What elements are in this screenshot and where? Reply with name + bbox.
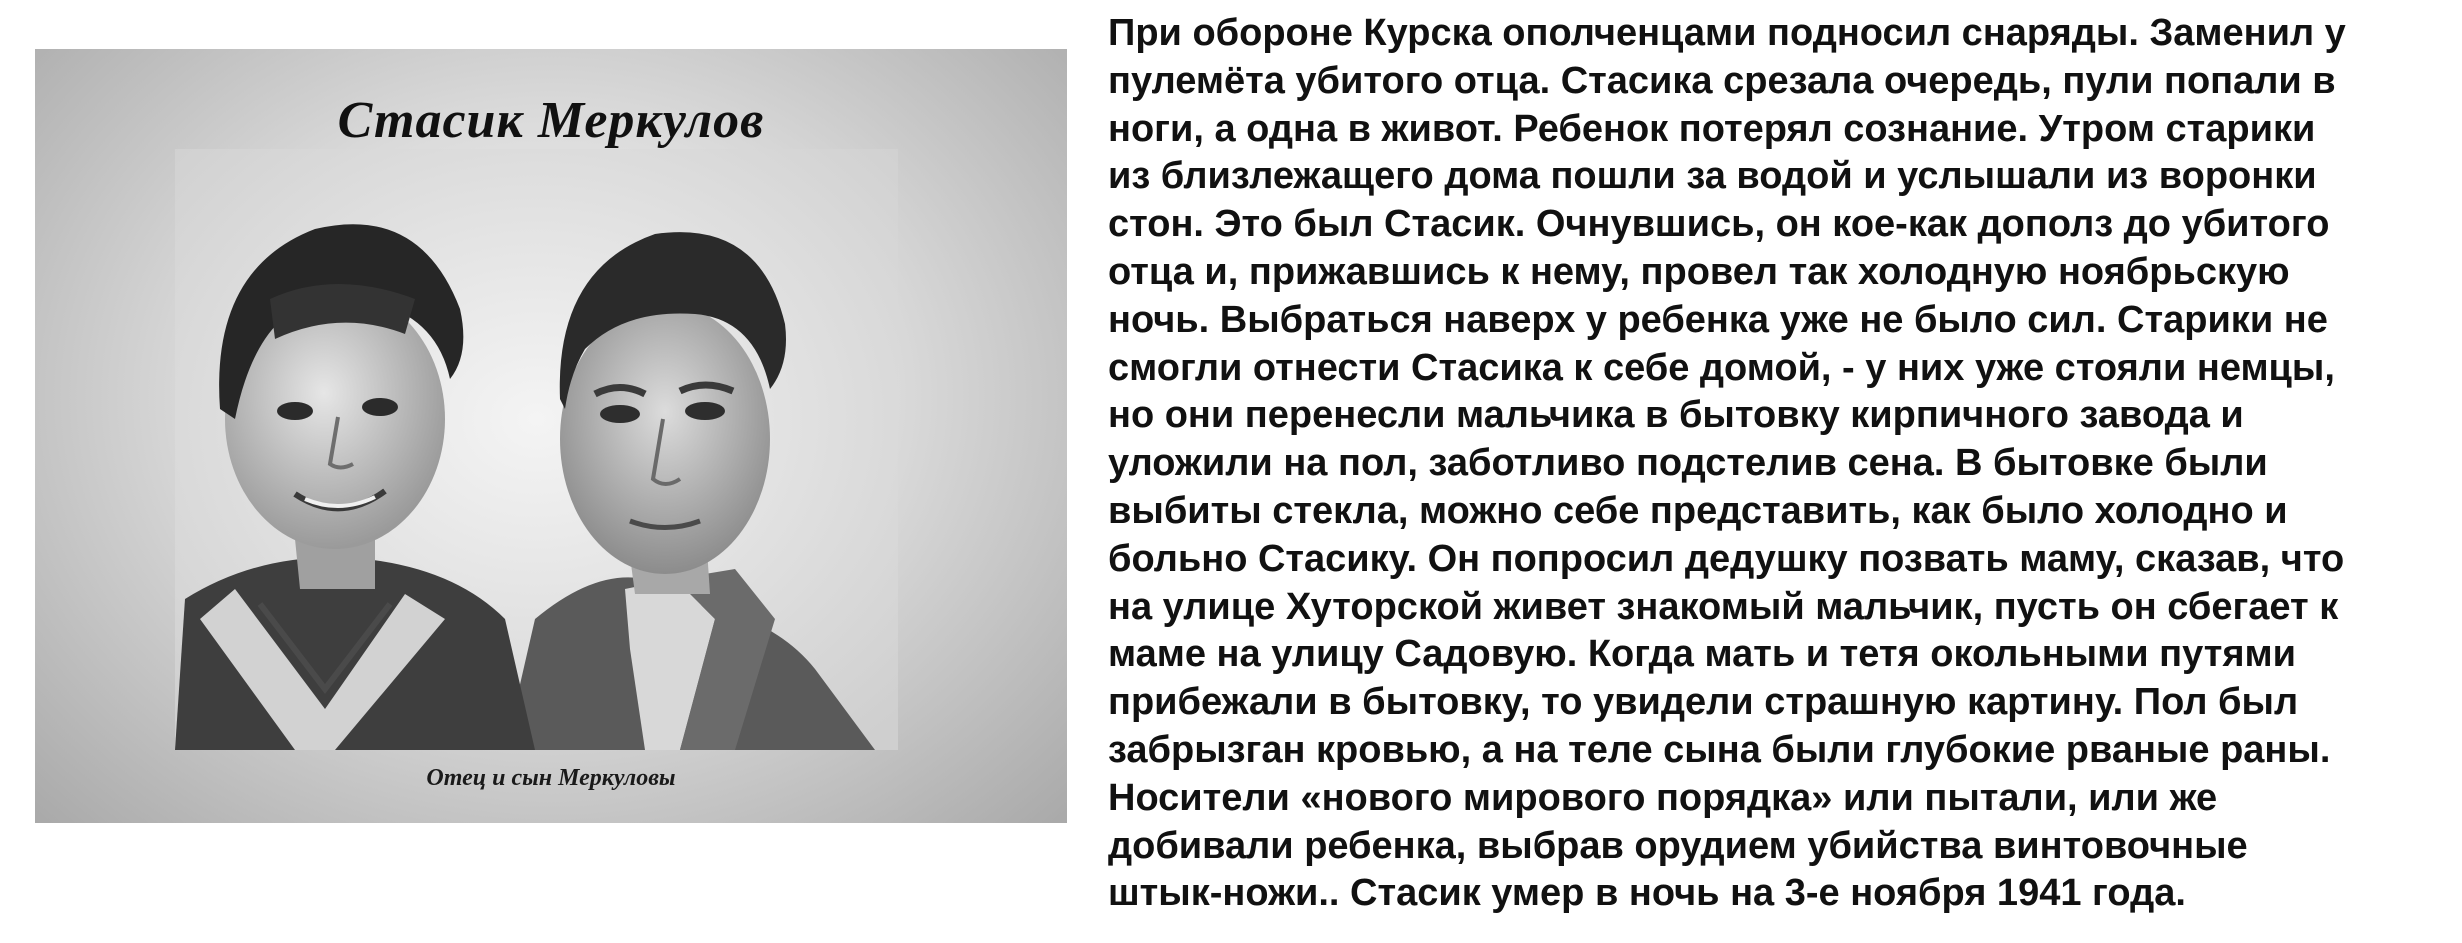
- story-text: [1108, 10, 2428, 918]
- story-line: стон. Это был Стасик. Очнувшись, он кое-как дополз до убитого: [1108, 203, 2330, 246]
- story-line: маме на улицу Садовую. Когда мать и тетя окольными путями: [1108, 633, 2296, 676]
- story-line: ночь. Выбраться наверх у ребенка уже не было сил. Старики не: [1108, 298, 2328, 341]
- story-line: При обороне Курска ополченцами подносил снаряды. Заменил у: [1108, 12, 2346, 54]
- story-line: прибежали в бытовку, то увидели страшную картину. Пол был: [1108, 681, 2299, 724]
- story-line: выбиты стекла, можно себе представить, как было холодно и: [1108, 489, 2288, 532]
- card-title: Стасик Меркулов: [337, 92, 765, 149]
- story-line: отца и, прижавшись к нему, провел так холодную ноябрьскую: [1108, 250, 2290, 293]
- story-line: ноги, а одна в живот. Ребенок потерял сознание. Утром старики: [1108, 107, 2316, 150]
- story-line: на улице Хуторской живет знакомый мальчик, пусть он сбегает к: [1108, 585, 2339, 628]
- story-line: уложили на пол, заботливо подстелив сена. В бытовке были: [1108, 442, 2268, 485]
- story-line: из близлежащего дома пошли за водой и услышали из воронки: [1108, 155, 2317, 198]
- photo-card: [35, 49, 1067, 823]
- story-line: штык-ножи.. Стасик умер в ночь на 3-е ноября 1941 года.: [1108, 872, 2186, 915]
- story-line: добивали ребенка, выбрав орудием убийства винтовочные: [1108, 824, 2248, 867]
- story-line: но они перенесли мальчика в бытовку кирпичного завода и: [1108, 394, 2244, 437]
- photo-caption: Отец и сын Меркуловы: [426, 765, 676, 791]
- story-line: пулемёта убитого отца. Стасика срезала очередь, пули попали в: [1108, 59, 2336, 102]
- story-line: больно Стасику. Он попросил дедушку позвать маму, сказав, что: [1108, 537, 2345, 580]
- story-line: забрызган кровью, а на теле сына были глубокие рваные раны.: [1108, 728, 2331, 771]
- story-line: смогли отнести Стасика к себе домой, - у них уже стояли немцы,: [1108, 346, 2335, 389]
- story-line: Носители «нового мирового порядка» или пытали, или же: [1108, 776, 2218, 819]
- portrait-photo: [175, 149, 898, 750]
